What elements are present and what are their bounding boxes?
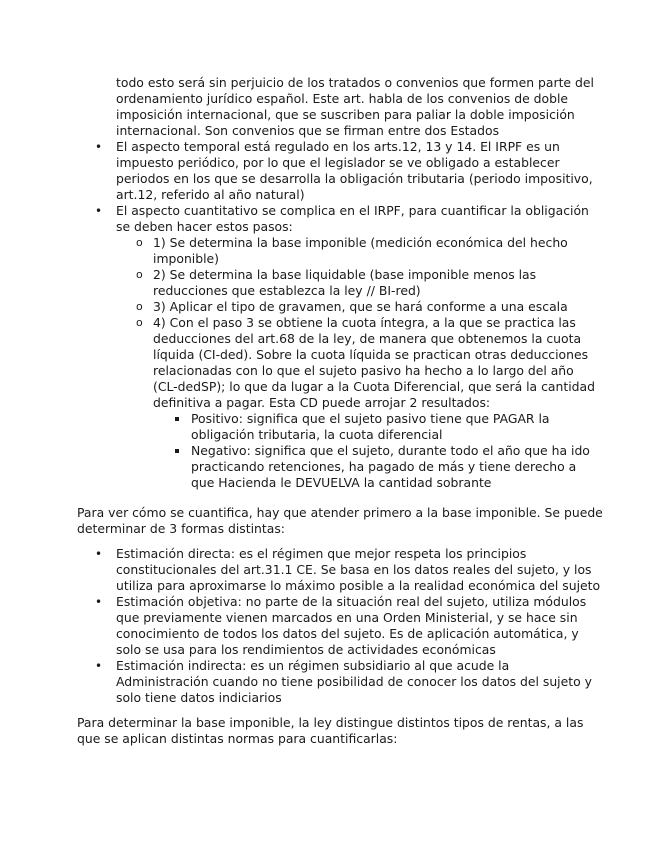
text-line: (CL-dedSP); lo que da lugar a la Cuota Diferencial, que será la cantidad [153, 379, 595, 395]
text-line: deducciones del art.68 de la ley, de manera que obtenemos la cuota [153, 331, 582, 347]
text-line: 4) Con el paso 3 se obtiene la cuota íntegra, a la que se practica las [153, 315, 576, 330]
bullet-marker: • [95, 204, 103, 218]
text-line: Administración cuando no tiene posibilidad de conocer los datos del sujeto y [116, 674, 592, 690]
list-item [116, 139, 593, 203]
text-line: Positivo: significa que el sujeto pasivo tiene que PAGAR la [191, 411, 550, 426]
text-line: ordenamiento jurídico español. Este art. habla de los convenios de doble [116, 91, 569, 107]
text-line: imponible) [153, 251, 220, 267]
square-marker [175, 449, 179, 453]
text-line: El aspecto temporal está regulado en los arts.12, 13 y 14. El IRPF es un [116, 139, 560, 154]
text-line: que Hacienda le DEVUELVA la cantidad sobrante [191, 475, 492, 491]
text-line: internacional. Son convenios que se firman entre dos Estados [116, 123, 500, 139]
text-line: Estimación objetiva: no parte de la situación real del sujeto, utiliza módulos [116, 594, 587, 609]
text-line: que previamente vienen marcados en una Orden Ministerial, y se hace sin [116, 610, 578, 626]
list-item [153, 267, 536, 299]
text-line: solo tiene datos indiciarios [116, 690, 282, 706]
text-line: determinar de 3 formas distintas: [77, 521, 285, 537]
bullet-marker: • [95, 595, 103, 609]
text-line: Negativo: significa que el sujeto, durante todo el año que ha ido [191, 443, 590, 458]
list-item [191, 443, 590, 491]
text-line: periodos en los que se desarrolla la obligación tributaria (periodo impositivo, [116, 171, 593, 187]
square-marker [175, 417, 179, 421]
text-line: reducciones que establezca la ley // BI-red) [153, 283, 421, 299]
text-line: Para ver cómo se cuantifica, hay que atender primero a la base imponible. Se puede [77, 505, 603, 520]
bullet-marker: • [95, 659, 103, 673]
bullet-marker: • [95, 547, 103, 561]
list-item [116, 203, 589, 235]
paragraph [77, 505, 603, 537]
text-line: 1) Se determina la base imponible (medición económica del hecho [153, 235, 568, 250]
circle-marker: o [136, 236, 143, 249]
text-line: Estimación indirecta: es un régimen subsidiario al que acude la [116, 658, 510, 673]
text-line: utiliza para aproximarse lo máximo posible a la realidad económica del sujeto [116, 578, 601, 594]
text-line: todo esto será sin perjuicio de los tratados o convenios que formen parte del [116, 75, 594, 90]
text-line: Estimación directa: es el régimen que mejor respeta los principios [116, 546, 527, 561]
text-line: art.12, referido al año natural) [116, 187, 305, 203]
list-item [153, 315, 595, 411]
circle-marker: o [136, 268, 143, 281]
text-line: líquida (CI-ded). Sobre la cuota líquida se practican otras deducciones [153, 347, 589, 363]
intro-paragraph [116, 75, 594, 139]
text-line: 3) Aplicar el tipo de gravamen, que se hará conforme a una escala [153, 299, 568, 314]
text-line: definitiva a pagar. Esta CD puede arrojar 2 resultados: [153, 395, 491, 411]
text-line: El aspecto cuantitativo se complica en el IRPF, para cuantificar la obligación [116, 203, 589, 218]
list-item [116, 594, 586, 658]
list-item [191, 411, 550, 443]
circle-marker: o [136, 316, 143, 329]
list-item [153, 299, 568, 315]
text-line: practicando retenciones, ha pagado de más y tiene derecho a [191, 459, 577, 475]
circle-marker: o [136, 300, 143, 313]
text-line: constitucionales del art.31.1 CE. Se basa en los datos reales del sujeto, y los [116, 562, 592, 578]
bullet-marker: • [95, 140, 103, 154]
text-line: conocimiento de todos los datos del sujeto. Es de aplicación automática, y [116, 626, 579, 642]
text-line: Para determinar la base imponible, la ley distingue distintos tipos de rentas, a las [77, 715, 584, 730]
text-line: obligación tributaria, la cuota diferencial [191, 427, 443, 443]
text-line: relacionadas con lo que el sujeto pasivo ha hecho a lo largo del año [153, 363, 574, 379]
list-item [153, 235, 568, 267]
text-line: que se aplican distintas normas para cuantificarlas: [77, 731, 398, 747]
list-item [116, 658, 592, 706]
text-line: 2) Se determina la base liquidable (base imponible menos las [153, 267, 537, 282]
text-line: se deben hacer estos pasos: [116, 219, 293, 235]
list-item [116, 546, 600, 594]
paragraph [77, 715, 583, 747]
text-line: impuesto periódico, por lo que el legislador se ve obligado a establecer [116, 155, 560, 171]
text-line: solo se usa para los rendimientos de actividades económicas [116, 642, 496, 658]
text-line: imposición internacional, que se suscriben para paliar la doble imposición [116, 107, 575, 123]
